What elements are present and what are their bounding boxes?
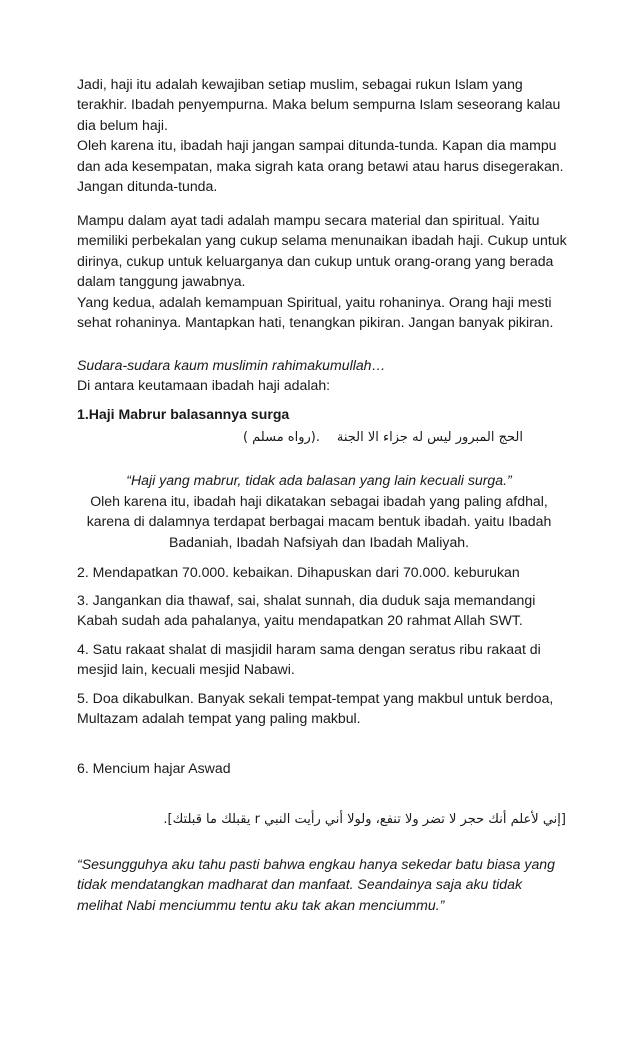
- paragraph-1: Jadi, haji itu adalah kewajiban setiap muslim, sebagai rukun Islam yang terakhir. Ibadah penyempurna. Maka belum sempurna Islam seseorang kalau dia belum haji.: [77, 76, 561, 133]
- paragraph-mampu: [77, 210, 567, 332]
- greeting-block: [77, 355, 567, 396]
- list-item-2: 2. Mendapatkan 70.000. kebaikan. Dihapuskan dari 70.000. keburukan: [77, 564, 520, 580]
- greeting-text: Sudara-sudara kaum muslimin rahimakumullah…: [77, 357, 386, 373]
- list-item-3: 3. Jangankan dia thawaf, sai, shalat sunnah, dia duduk saja memandangi Kabah sudah ada pahalanya, yaitu mendapatkan 20 rahmat Allah SWT.: [77, 592, 536, 629]
- paragraph-3: Mampu dalam ayat tadi adalah mampu secara material dan spiritual. Yaitu memiliki perbekalan yang cukup selama menunaikan ibadah haji. Cukup untuk dirinya, cukup untuk keluarganya dan cukup untuk orang-orang yang berada dalam tanggung jawabnya.: [77, 212, 567, 290]
- keutamaan-intro: Di antara keutamaan ibadah haji adalah:: [77, 377, 331, 394]
- list-item-6: 6. Mencium hajar Aswad: [77, 760, 231, 776]
- arabic-hajar-aswad: [إني لأعلم أنك حجر لا تضر ولا تنفع، ولولا أني رأيت النبي r يقبلك ما قبلتك].: [163, 812, 566, 827]
- quote-hajar-aswad: “Sesungguhya aku tahu pasti bahwa engkau hanya sekedar batu biasa yang tidak mendatangkan madharat dan manfaat. Seandainya saja aku tidak melihat Nabi menciummu tentu aku tak akan menciummu.”: [77, 856, 555, 913]
- paragraph-4: Yang kedua, adalah kemampuan Spiritual, yaitu rohaninya. Orang haji mesti sehat rohaninya. Mantapkan hati, tenangkan pikiran. Jangan banyak pikiran.: [77, 293, 554, 331]
- list-item-5: 5. Doa dikabulkan. Banyak sekali tempat-tempat yang makbul untuk berdoa, Multazam adalah tempat yang paling makbul.: [77, 690, 554, 727]
- paragraph-2: Oleh karena itu, ibadah haji jangan sampai ditunda-tunda. Kapan dia mampu dan ada kesempatan, maka sigrah kata orang betawi atau harus disegerakan. Jangan ditunda-tunda.: [77, 137, 564, 195]
- quote-haji-mabrur: “Haji yang mabrur, tidak ada balasan yang lain kecuali surga.”: [126, 472, 512, 488]
- paragraph-afdhal: Oleh karena itu, ibadah haji dikatakan sebagai ibadah yang paling afdhal, karena di dalamnya terdapat berbagai macam bentuk ibadah. yaitu Ibadah Badaniah, Ibadah Nafsiyah dan Ibadah Maliyah.: [86, 493, 552, 550]
- paragraph-haji-kewajiban: [77, 74, 567, 196]
- list-item-4: 4. Satu rakaat shalat di masjidil haram sama dengan seratus ribu rakaat di mesjid lain, kecuali mesjid Nabawi.: [77, 641, 541, 678]
- heading-haji-mabrur: 1.Haji Mabrur balasannya surga: [77, 406, 290, 422]
- arabic-hadith-source: .(رواه مسلم ): [242, 430, 320, 445]
- arabic-hadith-mabrur: الحج المبرور ليس له جزاء الا الجنة: [336, 430, 523, 445]
